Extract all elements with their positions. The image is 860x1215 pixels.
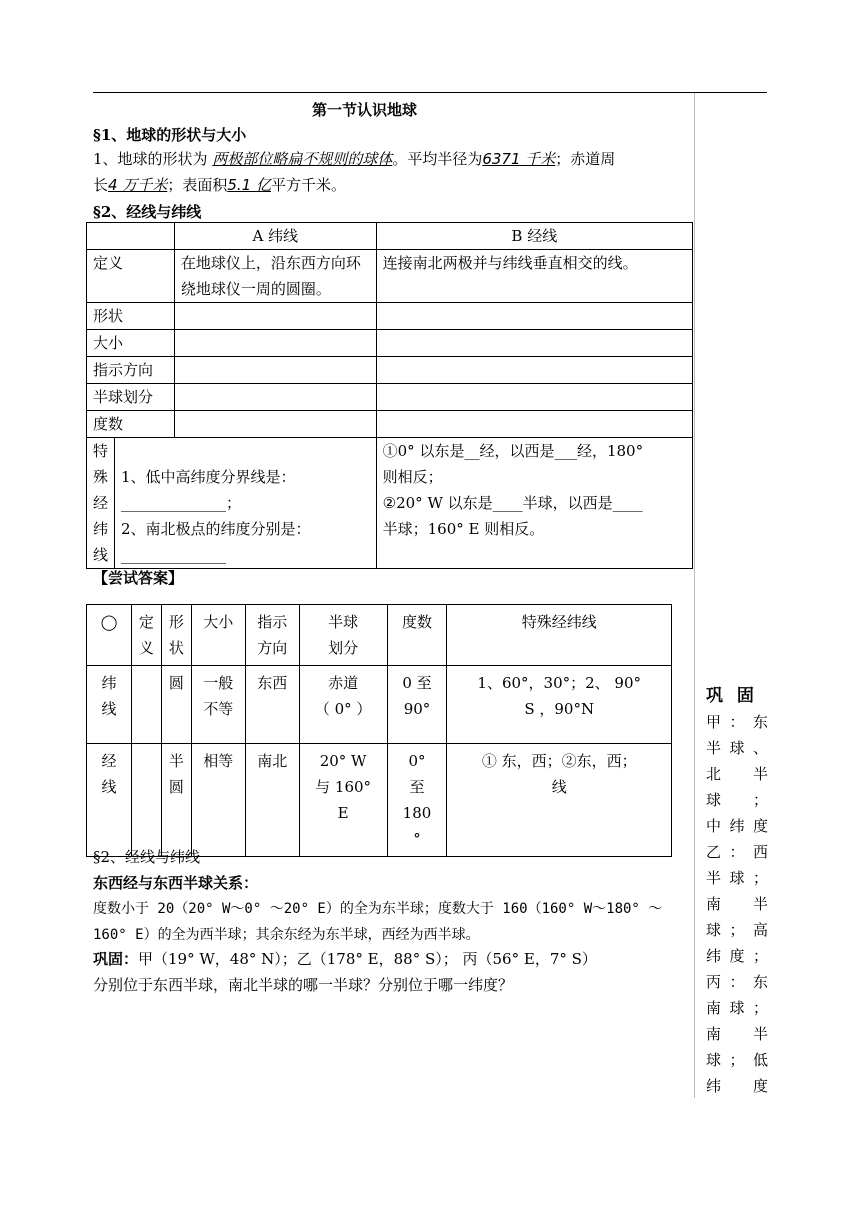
cell-line: ◯ (100, 613, 118, 631)
cell-line: 圆 (168, 674, 184, 692)
cell-line: 0 至 (402, 674, 432, 692)
sidebar-line: 半球； (706, 869, 768, 887)
cell (174, 303, 376, 330)
cell-line: 0° (408, 752, 426, 770)
question-text: 甲（19° W，48° N）；乙（178° E，88° S）； 丙（56° E，7° S） (138, 950, 597, 968)
answer-table (86, 604, 672, 857)
cell (376, 411, 692, 438)
sidebar-line: 球；低 (706, 1051, 768, 1069)
answer-cell (131, 666, 161, 744)
answer-cell (87, 744, 132, 857)
text-line: ①0° 以东是__经，以西是___经，180° (382, 442, 644, 460)
sidebar-line: 南 半 (706, 1025, 768, 1043)
text-line: 1、低中高纬度分界线是： (120, 468, 296, 486)
answer-header-cell (131, 605, 161, 666)
special-b (376, 438, 692, 569)
answer-cell (87, 666, 132, 744)
col-header-a: A 纬线 (174, 223, 376, 250)
cell-line: 90° (403, 700, 431, 718)
sidebar-answers (706, 683, 768, 1099)
answer-heading: 【尝试答案】 (93, 569, 184, 587)
row-label: 形状 (87, 303, 175, 330)
answer-cell (387, 666, 447, 744)
sidebar-line: 球；高 (706, 921, 768, 939)
cell-line: 线 (551, 778, 567, 796)
text-line: ______________； (120, 494, 241, 512)
answer-cell (245, 666, 299, 744)
sidebar-line: 南 半 (706, 895, 768, 913)
cell-line: 相等 (203, 752, 234, 770)
answer-header-cell (161, 605, 191, 666)
cell-line: E (337, 804, 349, 822)
section1-paragraph (93, 146, 693, 198)
cell-line: 线 (101, 778, 117, 796)
cell-line: 180 (402, 804, 432, 822)
answer-cell (191, 744, 245, 857)
answer-cell (161, 744, 191, 857)
cell-line: 赤道 (328, 674, 359, 692)
margin-divider (694, 93, 695, 1098)
answer-cell (191, 666, 245, 744)
char: 纬 (92, 520, 108, 538)
sidebar-line: 纬度； (706, 947, 768, 965)
row-label: 度数 (87, 411, 175, 438)
char: 殊 (92, 468, 108, 486)
cell-line: 划分 (328, 639, 359, 657)
special-a (114, 438, 376, 569)
col-header-b: B 经线 (376, 223, 692, 250)
text-line: ②20° W 以东是____半球，以西是____ (382, 494, 643, 512)
area-answer: 5.1 亿 (227, 176, 271, 194)
sidebar-line: 半球、 (706, 739, 768, 757)
cell-line: 1、60°，30°；2、 90° (477, 674, 642, 692)
answer-header-cell (245, 605, 299, 666)
cell-line: 义 (138, 639, 154, 657)
row-label-def: 定义 (87, 250, 175, 303)
cell-line: 东西 (257, 674, 288, 692)
text: 平方千米。 (270, 176, 346, 194)
cell (376, 384, 692, 411)
cell (174, 357, 376, 384)
text: ；赤道周 (555, 150, 616, 168)
sidebar-line: 中纬度 (706, 817, 768, 835)
answer-cell (447, 744, 672, 857)
section3-text: 度数小于 20（20° W～0° ～20° E）的全为东半球；度数大于 160（160° W～180° ～160° E）的全为西半球；其余东经为东半球，西经为西半球。 (93, 901, 663, 943)
cell-line: 特殊经纬线 (521, 613, 597, 631)
cell-line: 南北 (257, 752, 288, 770)
top-rule (93, 92, 767, 93)
answer-header-cell (387, 605, 447, 666)
circumference-answer: 4 万千米 (108, 176, 168, 194)
cell-line: ° (413, 830, 421, 848)
text: 长 (93, 176, 109, 194)
cell (174, 330, 376, 357)
question-label: 巩固： (93, 950, 139, 968)
cell-line: 经 (101, 752, 117, 770)
cell (174, 411, 376, 438)
comparison-table (86, 222, 693, 569)
text: ；表面积 (167, 176, 228, 194)
def-b: 连接南北两极并与纬线垂直相交的线。 (376, 250, 692, 303)
row-label: 大小 (87, 330, 175, 357)
answer-header-cell (191, 605, 245, 666)
sidebar-line: 丙：东 (706, 973, 768, 991)
sidebar-line: 乙：西 (706, 843, 768, 861)
consolidate-question (93, 946, 693, 998)
cell-line: ① 东，西；②东，西； (481, 752, 637, 770)
answer-cell (447, 666, 672, 744)
text-line: 则相反； (382, 468, 443, 486)
cell-line: S ，90°N (524, 700, 595, 718)
cell-line: 至 (409, 778, 425, 796)
answer-cell (245, 744, 299, 857)
text: 。平均半径为 (392, 150, 483, 168)
char: 经 (92, 494, 108, 512)
answer-cell (387, 744, 447, 857)
char: 特 (92, 442, 108, 460)
cell-line: 状 (168, 639, 184, 657)
cell-line: 纬 (101, 674, 117, 692)
cell-line: 方向 (257, 639, 288, 657)
cell-line: （ 0° ） (314, 700, 372, 718)
empty-cell (87, 223, 175, 250)
answer-cell (299, 666, 387, 744)
text: 1、地球的形状为 (93, 150, 213, 168)
sidebar-line: 北 半 (706, 765, 768, 783)
cell (376, 303, 692, 330)
cell-line: 圆 (168, 778, 184, 796)
text-line: ______________ (120, 546, 226, 564)
page-title: 第一节认识地球 (312, 101, 418, 119)
def-a: 在地球仪上，沿东西方向环绕地球仪一周的圆圈。 (174, 250, 376, 303)
table-row (87, 744, 672, 857)
sidebar-line: 纬度 (706, 1077, 768, 1095)
sidebar-line: 南球； (706, 999, 768, 1017)
cell-line: 与 160° (315, 778, 372, 796)
row-label: 指示方向 (87, 357, 175, 384)
radius-answer: 6371 千米 (482, 150, 556, 168)
text-line: 半球；160° E 则相反。 (382, 520, 545, 538)
section2-heading: §2、经线与纬线 (93, 203, 202, 221)
answer-cell (299, 744, 387, 857)
sidebar-line: 甲：东 (706, 713, 768, 731)
answer-cell (131, 744, 161, 857)
cell-line: 半球 (328, 613, 359, 631)
table-row (87, 666, 672, 744)
cell (174, 384, 376, 411)
cell-line: 不等 (203, 700, 234, 718)
answer-header-cell (299, 605, 387, 666)
cell-line: 20° W (319, 752, 367, 770)
cell-line: 指示 (257, 613, 288, 631)
special-label (87, 438, 115, 569)
answer-cell (161, 666, 191, 744)
cell (376, 330, 692, 357)
cell-line: 大小 (203, 613, 234, 631)
question-text: 分别位于东西半球，南北半球的哪一半球？分别位于哪一纬度？ (93, 976, 514, 994)
answer-header-cell (447, 605, 672, 666)
answer-header-cell (87, 605, 132, 666)
cell-line: 度数 (401, 613, 432, 631)
sidebar-heading: 巩 固 (706, 686, 758, 706)
cell-line: 定 (138, 613, 154, 631)
cell-line: 线 (101, 700, 117, 718)
row-label: 半球划分 (87, 384, 175, 411)
section3-subheading: 东西经与东西半球关系： (93, 874, 259, 892)
shape-answer: 两极部位略扁不规则的球体 (212, 150, 393, 168)
cell-line: 一般 (203, 674, 234, 692)
text-line: 2、南北极点的纬度分别是： (120, 520, 311, 538)
cell-line: 半 (168, 752, 184, 770)
char: 线 (92, 546, 108, 564)
cell-line: 形 (168, 613, 184, 631)
sidebar-line: 球； (706, 791, 768, 809)
cell (376, 357, 692, 384)
section3-heading: §2、经线与纬线 (93, 848, 201, 866)
section1-heading: §1、地球的形状与大小 (93, 126, 247, 144)
